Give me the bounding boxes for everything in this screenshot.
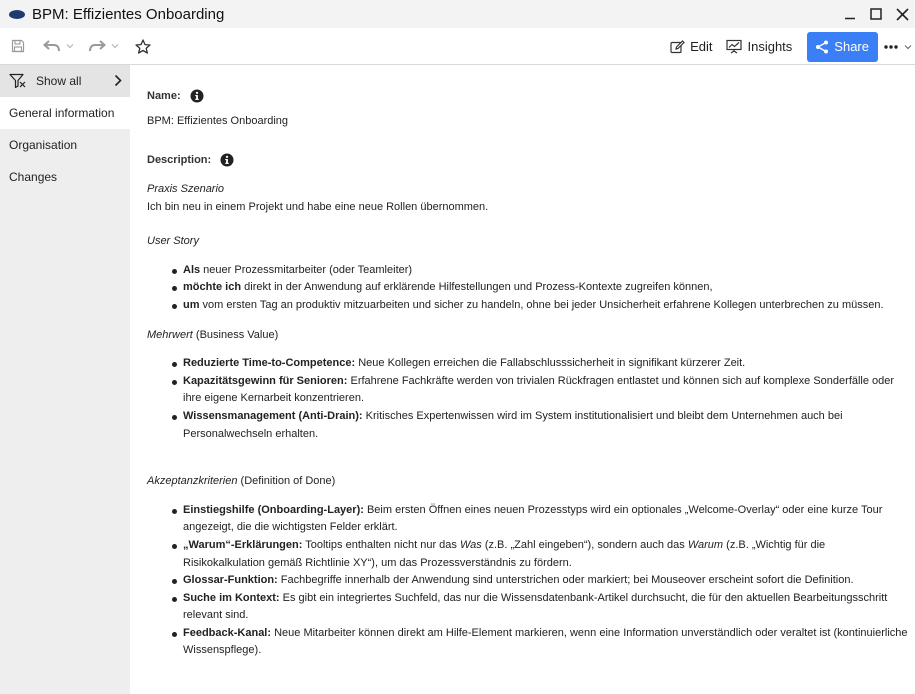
- close-icon: [896, 8, 909, 21]
- main-content: [130, 65, 915, 694]
- list-item: Als neuer Prozessmitarbeiter (oder Teamleiter): [183, 262, 909, 280]
- save-icon: [11, 39, 25, 53]
- list-item: Einstiegshilfe (Onboarding-Layer): Beim ersten Öffnen eines neuen Prozesstyps wird ein optionales „Welcome-Overlay“ oder eine kurze Tour angezeigt, die die wichtigsten Felder erklärt.: [183, 502, 909, 537]
- list-item: Feedback-Kanal: Neue Mitarbeiter können direkt am Hilfe-Element markieren, wenn eine Information unverständlich oder veraltet ist (kontinuierliche Wissenspflege).: [183, 625, 909, 660]
- value-heading: Mehrwert (Business Value): [147, 328, 279, 341]
- share-button[interactable]: [807, 32, 878, 62]
- favorite-button[interactable]: [134, 28, 152, 65]
- sidebar-item-label: General information: [9, 106, 115, 120]
- list-item: um vom ersten Tag an produktiv mitzuarbeiten und sicher zu handeln, ohne bei jeder Unsicherheit erfahrene Kollegen unterbrechen zu müssen.: [183, 297, 909, 315]
- minimize-button[interactable]: [837, 0, 863, 28]
- name-field-label: [147, 89, 204, 103]
- save-button[interactable]: [10, 28, 26, 65]
- sidebar-item-general-information[interactable]: [0, 97, 130, 129]
- description-content: [147, 181, 909, 660]
- insights-label: Insights: [747, 39, 793, 54]
- list-item: „Warum“-Erklärungen: Tooltips enthalten nicht nur das Was (z.B. „Zahl eingeben“), sondern auch das Warum (z.B. „Wichtig für die Risikokalkulation gemäß Richtlinie XY“), um das Prozessverständnis zu fördern.: [183, 537, 909, 572]
- list-item: Wissensmanagement (Anti-Drain): Kritisches Expertenwissen wird im System institutionalisiert und bleibt dem Unternehmen auch bei Personalwechseln erhalten.: [183, 408, 909, 443]
- list-item: Reduzierte Time-to-Competence: Neue Kollegen erreichen die Fallabschlusssicherheit in signifikant kürzerer Zeit.: [183, 355, 909, 373]
- redo-dropdown[interactable]: [110, 28, 120, 65]
- insights-button[interactable]: [720, 28, 798, 65]
- description-label: Description:: [147, 154, 212, 166]
- window-controls: [837, 0, 915, 28]
- star-icon: [135, 39, 151, 54]
- undo-dropdown[interactable]: [65, 28, 75, 65]
- acceptance-heading: Akzeptanzkriterien (Definition of Done): [147, 475, 336, 488]
- chevron-down-icon: [111, 43, 119, 49]
- minimize-icon: [844, 8, 856, 20]
- list-item: Kapazitätsgewinn für Senioren: Erfahrene Fachkräfte werden von trivialen Rückfragen entlastet und können sich auf komplexe Sonderfälle oder ihre eigene Kernarbeit konzentrieren.: [183, 373, 909, 408]
- close-button[interactable]: [889, 0, 915, 28]
- maximize-icon: [870, 8, 882, 20]
- filter-icon: [9, 73, 27, 89]
- show-all-toggle[interactable]: [0, 65, 130, 97]
- sidebar-item-label: Organisation: [9, 138, 78, 152]
- share-icon: [815, 40, 829, 54]
- user-story-heading: User Story: [147, 235, 199, 248]
- chevron-right-icon: [114, 74, 122, 87]
- title-bar: [0, 0, 915, 28]
- sidebar: [0, 65, 130, 694]
- info-icon[interactable]: [190, 89, 204, 103]
- redo-icon: [88, 39, 106, 53]
- app-icon: [9, 10, 25, 19]
- scenario-text: Ich bin neu in einem Projekt und habe eine neue Rollen übernommen.: [147, 200, 489, 213]
- chevron-down-icon: [904, 44, 912, 50]
- name-value: BPM: Effizientes Onboarding: [147, 115, 289, 127]
- acceptance-list: [147, 502, 909, 660]
- name-label: Name:: [147, 90, 181, 102]
- edit-label: Edit: [690, 39, 713, 54]
- chevron-down-icon: [66, 43, 74, 49]
- more-menu-button[interactable]: [884, 44, 912, 50]
- undo-button[interactable]: [42, 28, 62, 65]
- maximize-button[interactable]: [863, 0, 889, 28]
- show-all-label: Show all: [36, 74, 82, 88]
- user-story-list: [147, 262, 909, 315]
- sidebar-item-label: Changes: [9, 170, 58, 184]
- redo-button[interactable]: [87, 28, 107, 65]
- sidebar-item-organisation[interactable]: [0, 129, 130, 161]
- window-title: BPM: Effizientes Onboarding: [32, 5, 225, 23]
- more-icon: [884, 45, 898, 49]
- edit-button[interactable]: [664, 28, 718, 65]
- insights-icon: [726, 39, 742, 54]
- undo-icon: [43, 39, 61, 53]
- scenario-heading: Praxis Szenario: [147, 183, 225, 195]
- list-item: Glossar-Funktion: Fachbegriffe innerhalb der Anwendung sind unterstrichen oder markiert; bei Mouseover erscheint sofort die Definition.: [183, 572, 909, 590]
- edit-icon: [670, 40, 685, 54]
- description-field-label: [147, 153, 234, 167]
- list-item: möchte ich direkt in der Anwendung auf erklärende Hilfestellungen und Prozess-Kontexte zugreifen können,: [183, 279, 909, 297]
- info-icon[interactable]: [220, 153, 234, 167]
- list-item: Suche im Kontext: Es gibt ein integriertes Suchfeld, das nur die Wissensdatenbank-Artikel durchsucht, die für den aktuellen Bearbeitungsschritt relevant sind.: [183, 590, 909, 625]
- sidebar-item-changes[interactable]: [0, 161, 130, 193]
- share-label: Share: [834, 39, 869, 54]
- value-list: [147, 355, 909, 443]
- toolbar: [0, 28, 915, 65]
